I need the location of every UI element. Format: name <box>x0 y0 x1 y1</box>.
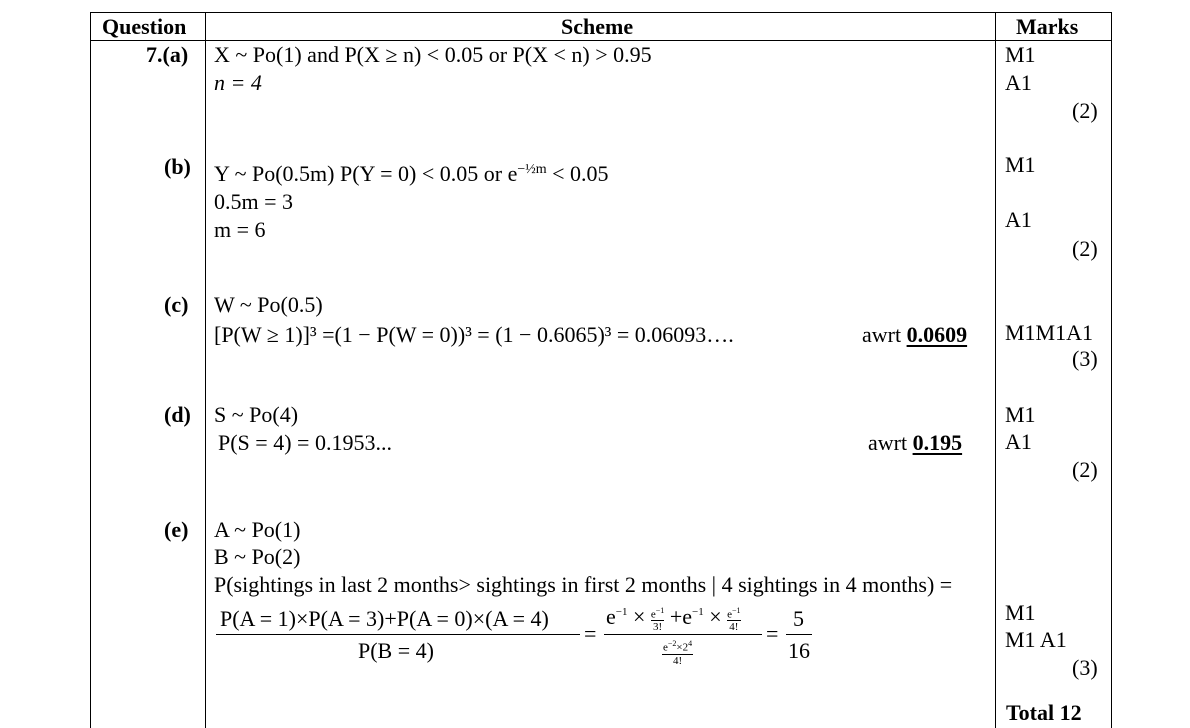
part-e-frac3-denominator: 16 <box>788 638 810 663</box>
part-c-total: (3) <box>1072 346 1098 371</box>
part-a-total: (2) <box>1072 98 1098 123</box>
frac2-small-frac1-den: 3! <box>653 621 663 634</box>
frac2-small-frac1 <box>651 605 664 634</box>
frac2-small-frac2-den: 4! <box>729 621 739 634</box>
part-c-answer: 0.0609 <box>906 322 968 347</box>
header-scheme: Scheme <box>561 14 634 39</box>
frac2-den-e: e <box>663 641 668 654</box>
frac2-small-frac1-num <box>651 605 664 622</box>
header-question: Question <box>102 14 187 39</box>
part-b-total: (2) <box>1072 236 1098 261</box>
frac2-den-times2-exp: 4 <box>688 639 693 648</box>
frac2-small-frac2-num-exp: −1 <box>732 605 741 615</box>
table-top-border <box>90 12 1112 13</box>
question-column-divider <box>205 12 206 728</box>
part-a-line2: n = 4 <box>214 70 262 95</box>
part-e-line2: B ~ Po(2) <box>214 544 301 569</box>
part-e-line1: A ~ Po(1) <box>214 517 301 542</box>
frac2-den-num <box>662 638 693 655</box>
part-c-awrt-label: awrt <box>862 322 902 347</box>
part-d-awrt <box>868 430 962 456</box>
frac2-den-e-exp: −2 <box>667 639 677 648</box>
part-c-marks: M1M1A1 <box>1005 320 1094 345</box>
part-c-awrt <box>862 322 967 348</box>
table-right-border <box>1111 12 1112 728</box>
part-d-total: (2) <box>1072 457 1098 482</box>
part-b-line2: 0.5m = 3 <box>214 189 294 214</box>
header-bottom-border <box>90 40 1112 41</box>
part-e-label: (e) <box>164 517 189 542</box>
part-d-answer: 0.195 <box>912 430 963 455</box>
frac2-small-frac2 <box>727 605 740 634</box>
part-b-line1 <box>214 161 609 187</box>
part-d-mark-2: A1 <box>1005 429 1032 454</box>
part-b-line1-rest: < 0.05 <box>546 161 609 186</box>
part-a-label: 7.(a) <box>146 42 189 67</box>
frac2-plus-e-exp: −1 <box>691 606 704 618</box>
part-e-frac2-denominator <box>662 638 693 667</box>
part-a-mark-2: A1 <box>1005 70 1032 95</box>
marks-column-divider <box>995 12 996 728</box>
part-e-line3: P(sightings in last 2 months> sightings in first 2 months | 4 sightings in 4 months) = <box>214 572 953 597</box>
part-a-mark-1: M1 <box>1005 42 1036 67</box>
frac2-den-den: 4! <box>672 654 683 667</box>
part-b-mark-2: A1 <box>1005 207 1032 232</box>
frac2-small-frac2-num <box>727 605 740 622</box>
part-e-frac1-denominator: P(B = 4) <box>358 638 434 663</box>
part-b-line1-exponent: −½m <box>517 162 547 177</box>
part-e-frac1-numerator: P(A = 1)×P(A = 3)+P(A = 0)×(A = 4) <box>220 606 549 631</box>
part-e-total: (3) <box>1072 655 1098 680</box>
frac2-plus-e: +e <box>669 604 692 629</box>
part-e-mark-1: M1 <box>1005 600 1036 625</box>
part-e-eq2: = <box>766 621 779 646</box>
frac2-small-frac2-num-e: e <box>727 608 733 621</box>
frac2-times1: × <box>632 604 646 629</box>
frac2-e1-exp: −1 <box>615 606 628 618</box>
part-e-frac1-bar <box>216 634 580 635</box>
part-d-label: (d) <box>164 402 191 427</box>
frac2-e1: e <box>606 604 616 629</box>
part-e-frac2-numerator <box>606 604 741 633</box>
part-d-line1: S ~ Po(4) <box>214 402 299 427</box>
part-d-line2: P(S = 4) = 0.1953... <box>218 430 392 455</box>
frac2-den-times2: ×2 <box>676 641 689 654</box>
frac2-small-frac1-num-exp: −1 <box>655 605 665 615</box>
part-e-frac2-bar <box>604 634 762 635</box>
part-e-eq1: = <box>584 621 597 646</box>
part-c-label: (c) <box>164 292 189 317</box>
table-left-border <box>90 12 91 728</box>
part-b-mark-1: M1 <box>1005 152 1036 177</box>
part-c-line2: [P(W ≥ 1)]³ =(1 − P(W = 0))³ = (1 − 0.6065)³ = 0.06093…. <box>214 322 734 347</box>
header-marks: Marks <box>1016 14 1079 39</box>
part-e-frac3-bar <box>786 634 812 635</box>
part-b-label: (b) <box>164 154 191 179</box>
frac2-small-frac1-num-e: e <box>650 608 656 621</box>
part-c-line1: W ~ Po(0.5) <box>214 292 323 317</box>
part-d-mark-1: M1 <box>1005 402 1036 427</box>
grand-total: Total 12 <box>1006 700 1082 725</box>
part-b-line3: m = 6 <box>214 217 266 242</box>
part-a-line1: X ~ Po(1) and P(X ≥ n) < 0.05 or P(X < n) > 0.95 <box>214 42 652 67</box>
part-b-line1-text: Y ~ Po(0.5m) P(Y = 0) < 0.05 or e <box>214 161 518 186</box>
part-e-frac3-numerator: 5 <box>793 606 804 631</box>
part-e-mark-2: M1 A1 <box>1005 627 1067 652</box>
part-d-awrt-label: awrt <box>868 430 908 455</box>
frac2-times2: × <box>709 604 722 629</box>
